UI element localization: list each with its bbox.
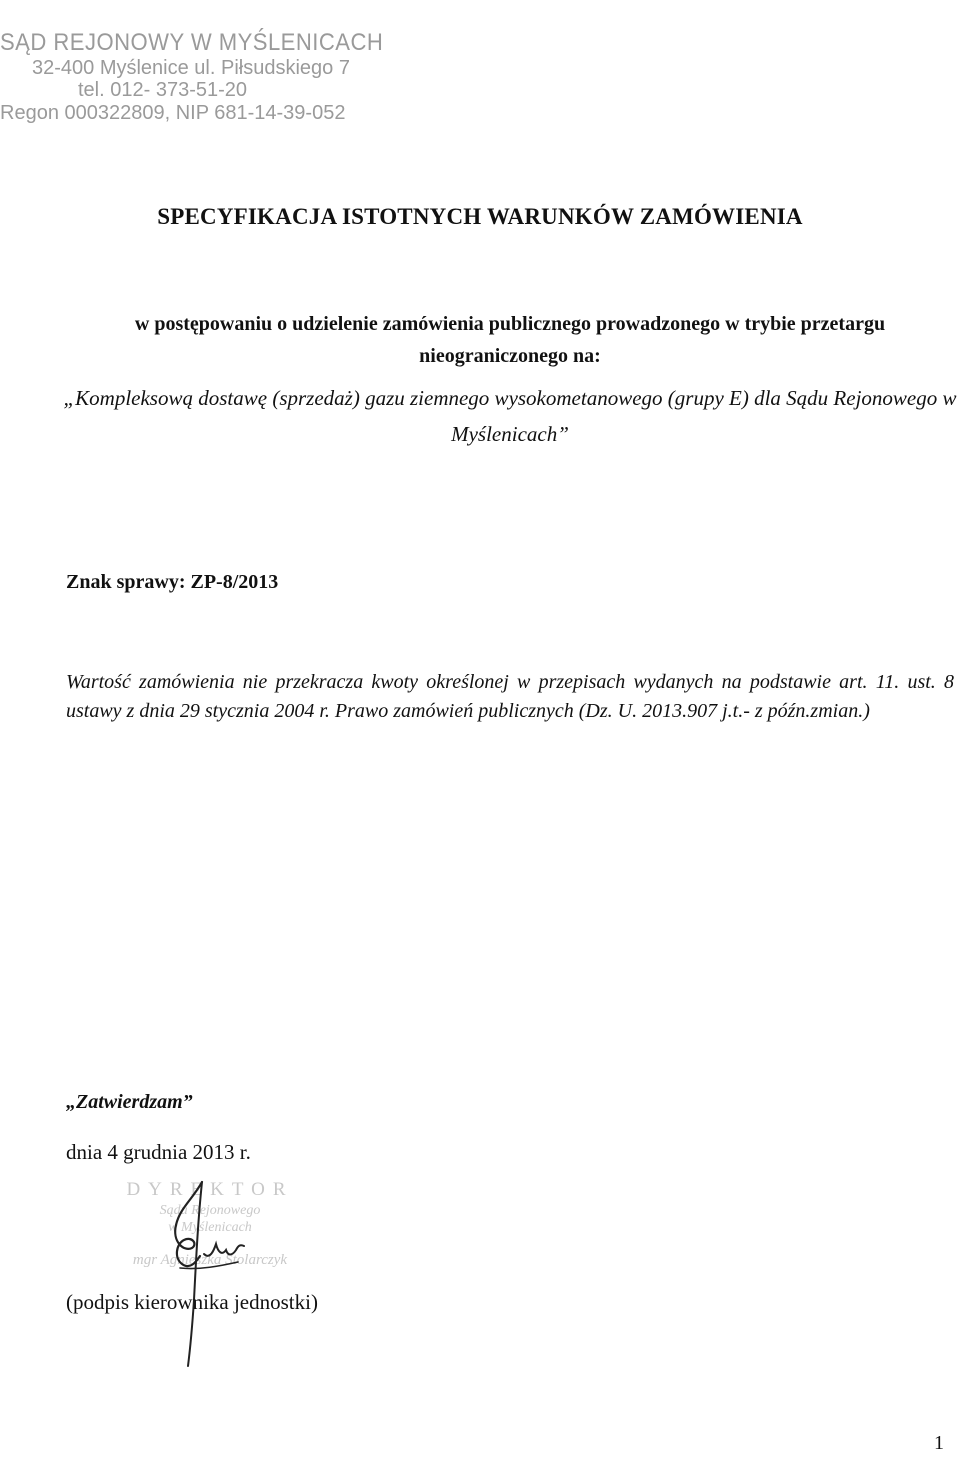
order-subject: „Kompleksową dostawę (sprzedaż) gazu ziemnego wysokometanowego (grupy E) dla Sądu Rejonowego w Myślenicach” — [63, 386, 957, 446]
stamp-address: 32-400 Myślenice ul. Piłsudskiego 7 — [32, 56, 350, 79]
director-stamp-title: DYREKTOR — [126, 1179, 294, 1200]
document-title: SPECYFIKACJA ISTOTNYCH WARUNKÓW ZAMÓWIENIA — [157, 204, 803, 229]
director-stamp-court: Sądu Rejonowego — [159, 1202, 261, 1218]
stamp-regon-nip: Regon 000322809, NIP 681-14-39-052 — [0, 101, 346, 124]
handwritten-signature — [140, 1180, 270, 1370]
case-reference: Znak sprawy: ZP-8/2013 — [66, 571, 279, 593]
page-number: 1 — [934, 1432, 944, 1454]
approval-date: dnia 4 grudnia 2013 r. — [66, 1140, 251, 1164]
director-stamp-city: w Myślenicach — [168, 1220, 252, 1236]
approval-label: „Zatwierdzam” — [66, 1091, 193, 1113]
procedure-intro: w postępowaniu o udzielenie zamówienia publicznego prowadzonego w trybie przetargu nieograniczonego na: — [134, 313, 886, 367]
signature-label: (podpis kierownika jednostki) — [66, 1290, 318, 1314]
director-stamp-person: mgr Agnieszka Stolarczyk — [132, 1251, 288, 1268]
stamp-court-name: SĄD REJONOWY W MYŚLENICACH — [0, 29, 384, 56]
stamp-phone: tel. 012- 373-51-20 — [78, 79, 248, 102]
court-header-stamp — [0, 30, 417, 124]
value-note: Wartość zamówienia nie przekracza kwoty określonej w przepisach wydanych na podstawie art. 11. ust. 8 ustawy z dnia 29 stycznia 2004 r. Prawo zamówień publicznych (Dz. U. 2013.907 j.t.- z późn.zmian.) — [66, 671, 954, 722]
